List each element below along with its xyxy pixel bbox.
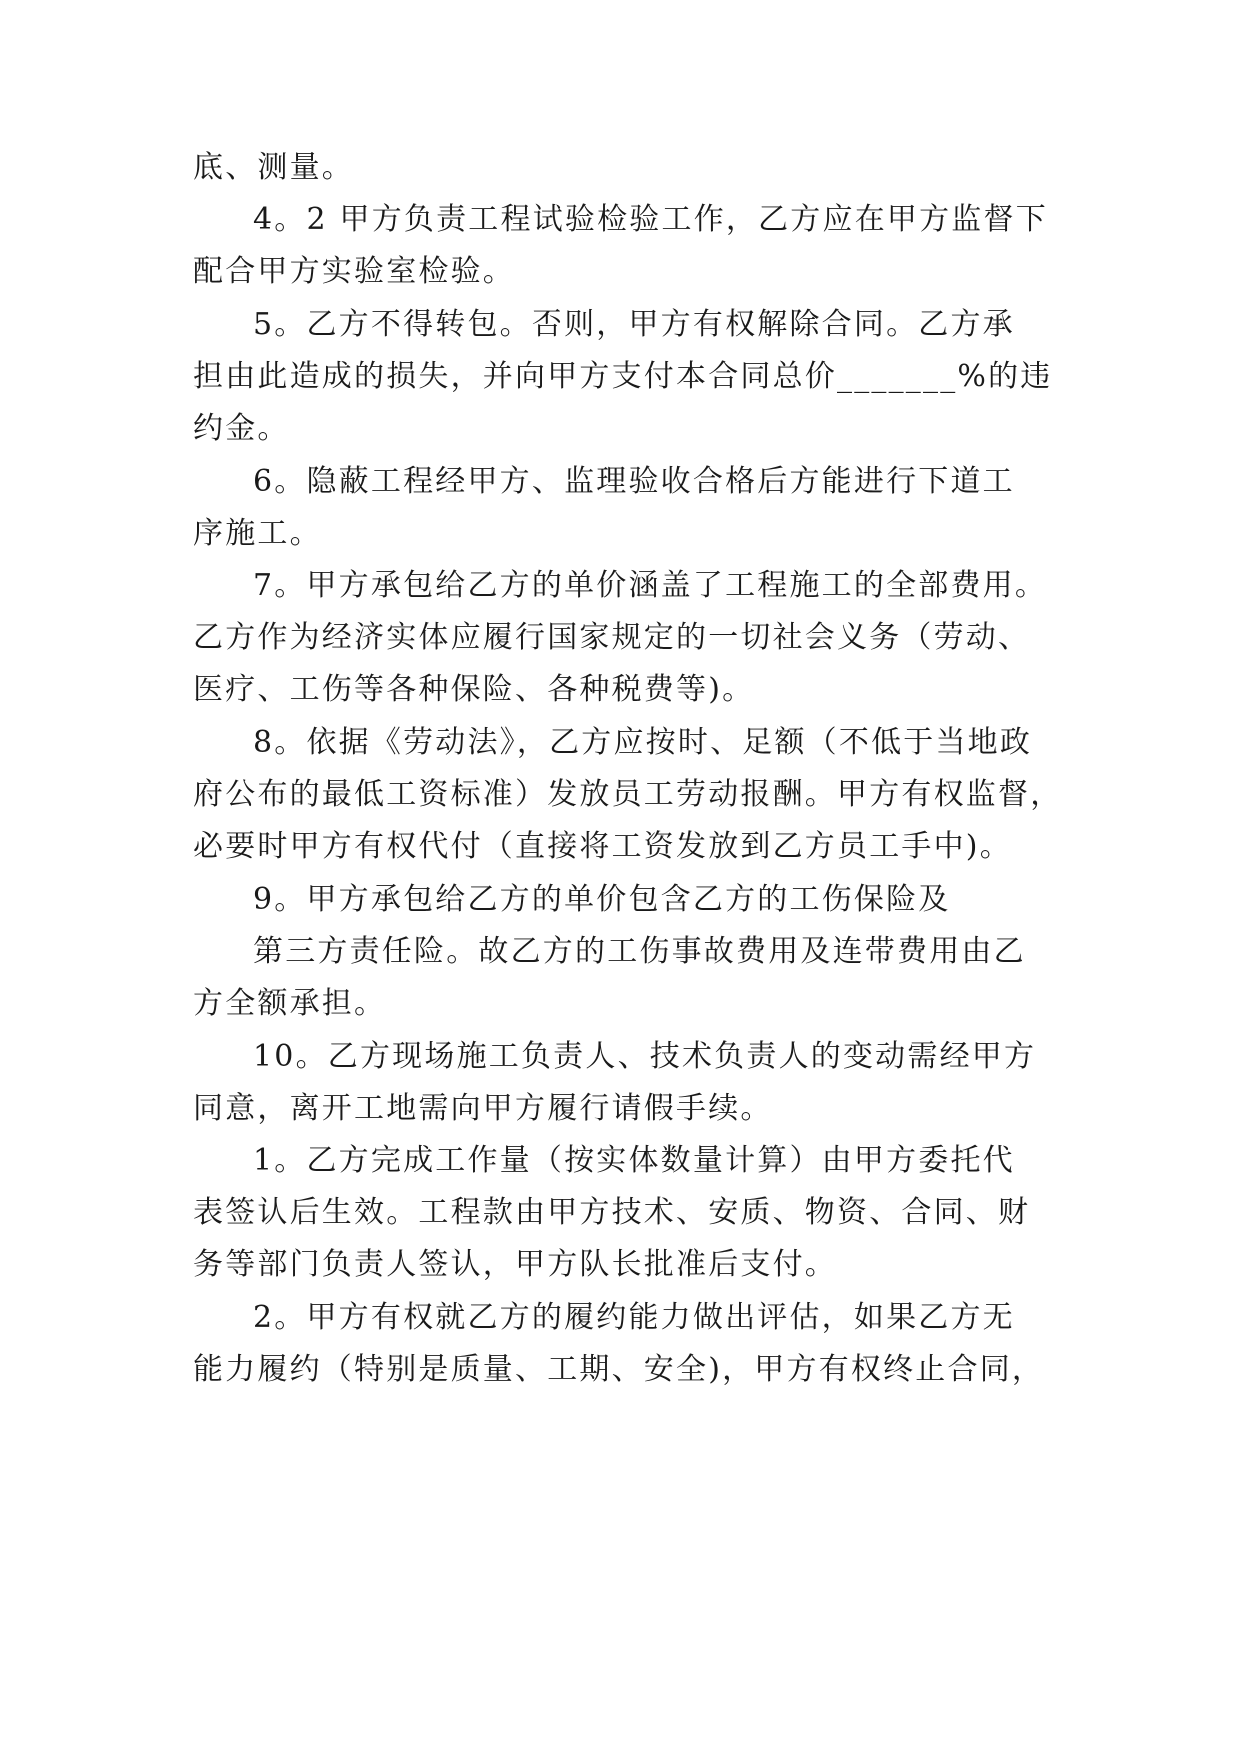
clause-5-line-3: 约金。 xyxy=(193,411,290,446)
clause-10-line-2: 同意，离开工地需向甲方履行请假手续。 xyxy=(193,1091,773,1126)
payment-clause-2-line-2: 能力履约（特别是质量、工期、安全)，甲方有权终止合同， xyxy=(193,1352,1045,1387)
clause-10-line-1: 10。乙方现场施工负责人、技术负责人的变动需经甲方 xyxy=(253,1039,1037,1074)
clause-9-line-1: 9。甲方承包给乙方的单价包含乙方的工伤保险及 xyxy=(253,882,951,917)
clause-9-line-3: 方全额承担。 xyxy=(193,986,387,1021)
clause-6-line-2: 序施工。 xyxy=(193,516,322,551)
clause-4-2-line-1: 4。2 甲方负责工程试验检验工作，乙方应在甲方监督下 xyxy=(253,202,1048,237)
payment-clause-1-line-2: 表签认后生效。工程款由甲方技术、安质、物资、合同、财 xyxy=(193,1195,1031,1230)
clause-7-line-1: 7。甲方承包给乙方的单价涵盖了工程施工的全部费用。 xyxy=(253,568,1048,603)
clause-9-line-2: 第三方责任险。故乙方的工伤事故费用及连带费用由乙 xyxy=(253,934,1026,969)
payment-clause-2-line-1: 2。甲方有权就乙方的履约能力做出评估，如果乙方无 xyxy=(253,1300,1015,1335)
text-line: 底、测量。 xyxy=(193,150,354,185)
payment-clause-1-line-1: 1。乙方完成工作量（按实体数量计算）由甲方委托代 xyxy=(253,1143,1015,1178)
clause-5-line-2: 担由此造成的损失，并向甲方支付本合同总价_______%的违 xyxy=(193,359,1053,394)
clause-6-line-1: 6。隐蔽工程经甲方、监理验收合格后方能进行下道工 xyxy=(253,464,1015,499)
clause-8-line-3: 必要时甲方有权代付（直接将工资发放到乙方员工手中)。 xyxy=(193,829,1012,864)
clause-8-line-1: 8。依据《劳动法》，乙方应按时、足额（不低于当地政 xyxy=(253,725,1033,760)
clause-4-2-line-2: 配合甲方实验室检验。 xyxy=(193,254,515,289)
clause-7-line-3: 医疗、工伤等各种保险、各种税费等)。 xyxy=(193,672,755,707)
clause-5-line-1: 5。乙方不得转包。否则，甲方有权解除合同。乙方承 xyxy=(253,307,1015,342)
payment-clause-1-line-3: 务等部门负责人签认，甲方队长批准后支付。 xyxy=(193,1247,837,1282)
clause-7-line-2: 乙方作为经济实体应履行国家规定的一切社会义务（劳动、 xyxy=(193,620,1031,655)
clause-8-line-2: 府公布的最低工资标准）发放员工劳动报酬。甲方有权监督， xyxy=(193,777,1063,812)
